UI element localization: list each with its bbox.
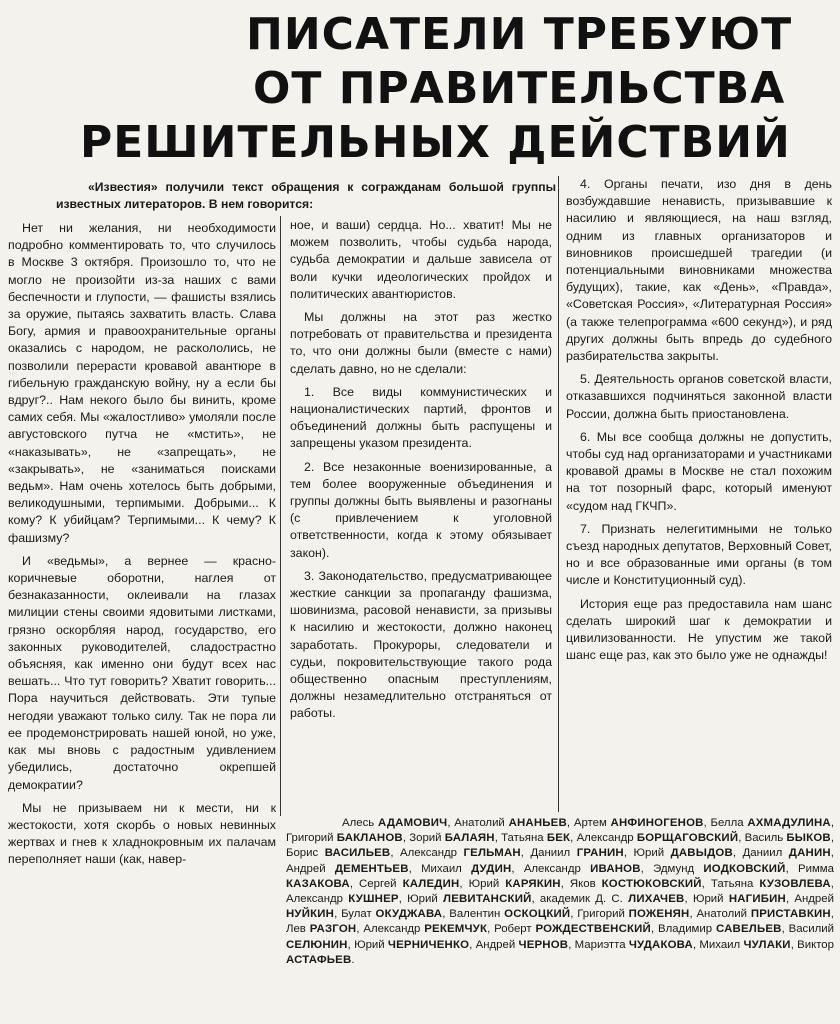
signatory xyxy=(711,878,831,890)
signatory-first-name: Яков xyxy=(569,877,596,890)
signatory xyxy=(540,893,685,905)
signatory-first-name: Алесь xyxy=(342,817,375,829)
signatory-last-name: СЕЛЮНИН xyxy=(286,938,348,951)
signatory-first-name: Александр xyxy=(363,923,421,936)
signatory-first-name: Михаил xyxy=(699,938,741,951)
signatory-last-name: ЧУДАКОВА xyxy=(628,938,693,951)
signatory-last-name: КОСТЮКОВСКИЙ xyxy=(601,877,702,890)
signatory xyxy=(743,847,831,859)
column3-paragraph: 5. Деятельность органов советской власти, отказавшихся подчиняться законной власти России, должна быть приостановлена. xyxy=(566,372,832,421)
signatory xyxy=(577,908,689,920)
signatory-last-name: ИВАНОВ xyxy=(590,862,641,875)
headline-line-1: ПИСАТЕЛИ ТРЕБУЮТ xyxy=(246,9,793,60)
signatory xyxy=(454,817,567,829)
signatory xyxy=(421,863,511,875)
signatory xyxy=(501,832,570,844)
signatory-first-name: Даниил xyxy=(530,847,571,860)
signatory-last-name: ПРИСТАВКИН xyxy=(750,908,831,921)
signatory-first-name: Андрей xyxy=(475,938,516,951)
signatory-first-name: Анатолий xyxy=(696,908,747,921)
column2-paragraph: Мы должны на этот раз жестко потребовать от правительства и президента то, что они должны были (вместе с нами) сделать давно, но не сделали: xyxy=(290,310,552,376)
signatory-last-name: БАКЛАНОВ xyxy=(336,832,403,845)
signatories-list: Алесь АДАМОВИЧ, Анатолий АНАНЬЕВ, Артем АНФИНОГЕНОВ, Белла АХМАДУЛИНА, Григорий БАКЛАНОВ, Зорий БАЛАЯН, Татьяна БЕК, Александр БОРЩАГОВСКИЙ, Василь БЫКОВ, Борис ВАСИЛЬЕВ, Александр ГЕЛЬМАН, Даниил ГРАНИН, Юрий ДАВЫДОВ, Даниил ДАНИН, Андрей ДЕМЕНТЬЕВ, Михаил ДУДИН, Александр ИВАНОВ, Эдмунд ИОДКОВСКИЙ, Римма КАЗАКОВА, Сергей КАЛЕДИН, Юрий КАРЯКИН, Яков КОСТЮКОВСКИЙ, Татьяна КУЗОВЛЕВА, Александр КУШНЕР, Юрий ЛЕВИТАНСКИЙ, академик Д. С. ЛИХАЧЕВ, Юрий НАГИБИН, Андрей НУЙКИН, Булат ОКУДЖАВА, Валентин ОСКОЦКИЙ, Григорий ПОЖЕНЯН, Анатолий ПРИСТАВКИН, Лев РАЗГОН, Александр РЕКЕМЧУК, Роберт РОЖДЕСТВЕНСКИЙ, Владимир САВЕЛЬЕВ, Василий СЕЛЮНИН, Юрий ЧЕРНИЧЕНКО, Андрей ЧЕРНОВ, Мариэтта ЧУДАКОВА, Михаил ЧУЛАКИ, Виктор АСТАФЬЕВ. xyxy=(286,817,834,966)
signatory-first-name: Виктор xyxy=(797,938,834,951)
signatory-first-name: Владимир xyxy=(657,923,713,936)
signatory-first-name: Василь xyxy=(744,832,784,845)
signatory-first-name: Юрий xyxy=(468,877,500,890)
signatory-first-name: Зорий xyxy=(409,832,442,845)
signatory-first-name: Александр xyxy=(523,862,581,875)
signatory xyxy=(476,939,569,951)
column2-paragraph: ное, и ваши) сердца. Но... хватит! Мы не можем позволить, чтобы судьба народа, судьба демократии и дальше зависела от воли кучки идеологических пройдох и политических авантюристов. xyxy=(290,218,552,301)
signatory xyxy=(354,939,469,951)
signatory-last-name: ЧЕРНИЧЕНКО xyxy=(387,938,470,951)
signatory-last-name: ЧЕРНОВ xyxy=(518,938,569,951)
column2-paragraph: 3. Законодательство, предусматривающее жесткие санкции за пропаганду фашизма, шовинизма, расовой ненависти, за призывы к насилию и жестокости, должно наконец заработать. Прокуроры, следователи и судьи, покровительствующие такого рода общественно опасным преступлениям, должны незамедлительно отстраняться от работы. xyxy=(290,568,552,721)
column-divider-1 xyxy=(280,216,281,816)
signatory-last-name: БАЛАЯН xyxy=(444,832,495,845)
column3-paragraph: 4. Органы печати, изо дня в день возбуждавшие ненависть, призывавшие к насилию и являющиеся, на наш взгляд, одним из главных организаторов и виновников происшедшей трагедии (и потенциальными виновниками множества будущих), такие, как «День», «Правда», «Советская Россия», «Литературная Россия» (а также телепрограмма «600 секунд»), и ряд других должны быть впредь до судебного разбирательства закрыты. xyxy=(566,177,832,364)
signatory xyxy=(530,847,623,859)
signatory-first-name: Александр xyxy=(400,847,457,860)
signatory-last-name: САВЕЛЬЕВ xyxy=(715,923,782,936)
signatory-last-name: НАГИБИН xyxy=(728,893,786,906)
signatory-last-name: ДАНИН xyxy=(788,847,831,860)
signatory-last-name: ВАСИЛЬЕВ xyxy=(324,847,391,860)
signatory xyxy=(693,893,786,905)
signatory-first-name: Григорий xyxy=(577,908,625,921)
signatory-last-name: БЕК xyxy=(546,832,571,845)
signatory-first-name: Белла xyxy=(710,817,744,829)
signatory xyxy=(286,923,356,935)
column-divider-2 xyxy=(558,176,559,812)
column3-paragraph: 7. Признать нелегитимными не только съезд народных депутатов, Верховный Совет, но и все образованные ими органы (в том числе и Конституционный суд). xyxy=(566,521,832,588)
signatory xyxy=(575,939,693,951)
signatory-last-name: КУШНЕР xyxy=(348,893,399,906)
signatory xyxy=(286,847,390,859)
signatory-last-name: БОРЩАГОВСКИЙ xyxy=(636,832,739,845)
signatory-first-name: Даниил xyxy=(742,847,783,860)
signatory-last-name: ДАВЫДОВ xyxy=(670,847,733,860)
signatory xyxy=(409,832,494,844)
signatory-last-name: ЛЕВИТАНСКИЙ xyxy=(443,893,532,906)
signatory-first-name: Римма xyxy=(798,862,834,875)
signatory-last-name: ИОДКОВСКИЙ xyxy=(703,862,786,875)
column2-paragraph: 1. Все виды коммунистических и националистических партий, фронтов и объединений должны быть распущены и запрещены указом президента. xyxy=(290,384,552,451)
signatory xyxy=(341,908,442,920)
signatory-last-name: АНФИНОГЕНОВ xyxy=(610,817,704,829)
signatory-first-name: Валентин xyxy=(449,908,501,921)
signatory-first-name: Юрий xyxy=(633,847,665,860)
signatory xyxy=(286,893,399,905)
signatory xyxy=(359,878,459,890)
signatory-last-name: ЛИХАЧЕВ xyxy=(628,893,685,906)
signatory-last-name: КАЛЕДИН xyxy=(402,877,460,890)
signatory xyxy=(711,817,831,829)
signatory xyxy=(574,817,704,829)
signatory-first-name: Юрий xyxy=(407,893,438,906)
signatory-last-name: НУЙКИН xyxy=(286,908,335,921)
signatory xyxy=(286,863,409,875)
signatory xyxy=(469,878,561,890)
signatory-last-name: ОСКОЦКИЙ xyxy=(504,908,571,921)
signatory-last-name: РОЖДЕСТВЕНСКИЙ xyxy=(535,923,651,936)
article-column-1 xyxy=(8,220,276,875)
signatory xyxy=(524,863,641,875)
signatory xyxy=(633,847,732,859)
column1-paragraph: И «ведьмы», а вернее — красно-коричневые оборотни, наглея от безнаказанности, оклеивали на глазах милиции стены своими ядовитыми листками, грязно оскорбляя народ, государство, его законных руководителей, сладострастно объясняя, как именно они будут всех нас вешать... Что тут говорить? Хватит говорить... Пора научиться действовать. Эти тупые негодяи уважают только силу. Так не пора ли ее продемонстрировать нашей юной, но уже, как мы вновь с радостным удивлением убедились, достаточно окрепшей демократии? xyxy=(8,553,276,792)
signatory-last-name: ПОЖЕНЯН xyxy=(628,908,690,921)
signatory-last-name: ГРАНИН xyxy=(576,847,624,860)
signatory xyxy=(449,908,570,920)
signatory-first-name: Александр xyxy=(286,893,343,906)
signatory-first-name: Булат xyxy=(341,908,372,921)
signatory xyxy=(653,863,785,875)
signatory-first-name: Эдмунд xyxy=(653,862,695,875)
signatory-last-name: КАЗАКОВА xyxy=(286,877,350,890)
signatory-first-name: Юрий xyxy=(354,938,385,951)
signatory-first-name: Татьяна xyxy=(501,832,544,845)
article-column-2 xyxy=(290,217,552,729)
signatory xyxy=(699,939,790,951)
signatory-first-name: Александр xyxy=(576,832,634,845)
signatory-last-name: ДЕМЕНТЬЕВ xyxy=(334,862,409,875)
signatory-last-name: АНАНЬЕВ xyxy=(508,817,567,829)
signatory-last-name: БЫКОВ xyxy=(786,832,831,845)
signatory xyxy=(745,832,831,844)
signatory-first-name: Григорий xyxy=(286,832,334,845)
signatory-last-name: РЕКЕМЧУК xyxy=(424,923,488,936)
headline-line-2: ОТ ПРАВИТЕЛЬСТВА xyxy=(253,63,786,114)
signatory-first-name: Михаил xyxy=(421,862,462,875)
signatory-last-name: АХМАДУЛИНА xyxy=(747,817,831,829)
signatory-first-name: Роберт xyxy=(494,923,532,936)
signatory-first-name: Анатолий xyxy=(454,817,505,829)
signatory xyxy=(658,923,782,935)
signatory-first-name: Юрий xyxy=(692,893,724,906)
signatory-first-name: Андрей xyxy=(794,893,834,906)
column3-paragraph: 6. Мы все сообща должны не допустить, чтобы суд над организаторами и участниками кровавой драмы в Москве не стал похожим на тот позорный фарс, который именуют «судом над ГКЧП». xyxy=(566,429,832,513)
column2-paragraph: 2. Все незаконные военизированные, а тем более вооруженные объединения и группы должны быть выявлены и разогнаны (с привлечением к уголовной ответственности, когда к этому обязывает закон). xyxy=(290,459,552,560)
signatory xyxy=(363,923,487,935)
signatory xyxy=(407,893,531,905)
signatory-first-name: Андрей xyxy=(286,862,326,875)
column3-paragraph: История еще раз предоставила нам шанс сделать широкий шаг к демократии и цивилизованности. Не упустим же такой шанс еще раз, как это было уже не однажды! xyxy=(566,596,832,663)
signatory-first-name: Борис xyxy=(286,847,319,860)
signatory xyxy=(570,878,702,890)
signatory xyxy=(400,847,521,859)
signatory-last-name: АДАМОВИЧ xyxy=(377,817,448,829)
signatory-last-name: АСТАФЬЕВ xyxy=(286,953,352,966)
signatory-last-name: ГЕЛЬМАН xyxy=(463,847,521,860)
signatory-last-name: ДУДИН xyxy=(471,862,512,875)
column1-paragraph: Мы не призываем ни к мести, ни к жестокости, хотя скорбь о новых невинных жертвах и гнев к хладнокровным их палачам переполняет наши (как, навер- xyxy=(8,800,276,867)
signatory-first-name: Сергей xyxy=(359,877,397,890)
article-column-3 xyxy=(566,176,832,670)
signatory-last-name: ОКУДЖАВА xyxy=(375,908,443,921)
signatory xyxy=(286,832,403,844)
column1-paragraph: Нет ни желания, ни необходимости подробно комментировать то, что случилось в Москве 3 октября. Произошло то, что не могло не произойти из-за наших с вами беспечности и глупости, — фашисты взялись за оружие, пытаясь захватить власть. Слава Богу, армия и правоохранительные органы оказались с народом, не раскололись, не позволили перерасти кровавой авантюре в гибельную гражданскую войну, ну а если бы вдруг?.. Нам некого было бы винить, кроме самих себя. Мы «жалостливо» умоляли после августовского путча не «мстить», не «наказывать», не «запрещать», не «закрывать», не «заниматься поисками ведьм». Нам очень хотелось быть добрыми, великодушными, терпимыми. Добрыми... К кому? К убийцам? Терпимыми... К чему? К фашизму? xyxy=(8,221,276,545)
signatory-first-name: Лев xyxy=(286,923,306,936)
signatory-first-name: академик Д. С. xyxy=(539,893,623,906)
signatory-last-name: ЧУЛАКИ xyxy=(743,938,791,951)
lead-paragraph: «Известия» получили текст обращения к согражданам большой группы известных литераторов. В нем говорится: xyxy=(56,180,556,211)
signatory-last-name: КУЗОВЛЕВА xyxy=(759,877,831,890)
headline xyxy=(0,8,840,170)
signatory-last-name: РАЗГОН xyxy=(309,923,357,936)
signatory-first-name: Мариэтта xyxy=(574,938,626,951)
signatory-first-name: Василий xyxy=(788,923,834,936)
signatory xyxy=(494,923,651,935)
signatory-first-name: Артем xyxy=(573,817,607,829)
signatory xyxy=(696,908,830,920)
signatory xyxy=(577,832,739,844)
signatory-last-name: КАРЯКИН xyxy=(505,877,561,890)
headline-line-3: РЕШИТЕЛЬНЫХ ДЕЙСТВИЙ xyxy=(80,117,791,168)
signatory-first-name: Татьяна xyxy=(710,877,754,890)
signatory xyxy=(342,817,447,829)
